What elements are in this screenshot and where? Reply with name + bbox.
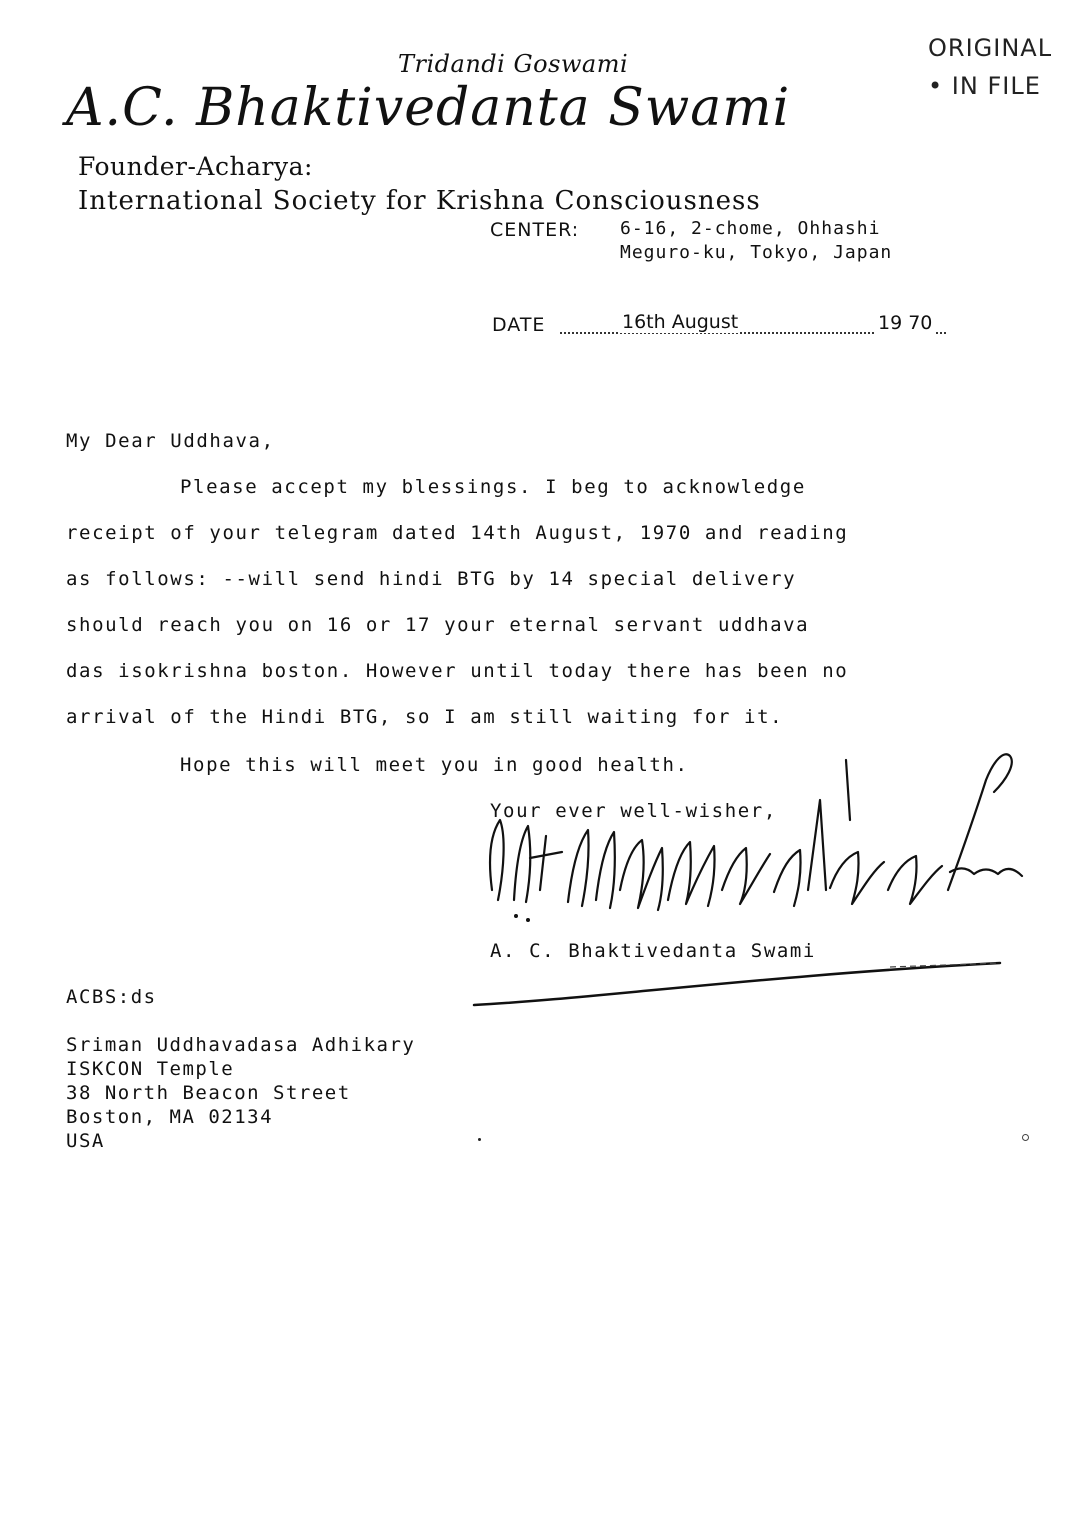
body-line: arrival of the Hindi BTG, so I am still waiting for it. (66, 706, 784, 728)
handwritten-signature (470, 740, 1050, 930)
center-label: CENTER: (490, 219, 580, 241)
date-day-month: 16th August (622, 311, 739, 333)
address-line: ISKCON Temple (66, 1058, 235, 1080)
body-line: Please accept my blessings. I beg to acknowledge (180, 476, 806, 498)
scan-speck (1022, 1134, 1029, 1141)
address-line: Boston, MA 02134 (66, 1106, 274, 1128)
body-line: as follows: --will send hindi BTG by 14 special delivery (66, 568, 797, 590)
center-address-line: 6-16, 2-chome, Ohhashi (620, 218, 881, 239)
closing: Your ever well-wisher, (490, 800, 777, 822)
letterhead-society: International Society for Krishna Consciousness (78, 186, 761, 216)
initials: ACBS:ds (66, 986, 157, 1008)
salutation: My Dear Uddhava, (66, 430, 275, 452)
center-address-line: Meguro-ku, Tokyo, Japan (620, 242, 893, 263)
address-line: 38 North Beacon Street (66, 1082, 351, 1104)
body-line: should reach you on 16 or 17 your eternal servant uddhava (66, 614, 810, 636)
date-year: 19 70 (878, 312, 933, 334)
scan-speck (478, 1138, 481, 1141)
address-line: Sriman Uddhavadasa Adhikary (66, 1034, 416, 1056)
body-line: Hope this will meet you in good health. (180, 754, 689, 776)
body-line: das isokrishna boston. However until today there has been no (66, 660, 849, 682)
original-stamp-line1: ORIGINAL (928, 34, 1053, 62)
letterhead-title-prefix: Tridandi Goswami (398, 50, 629, 78)
letterhead-name: A.C. Bhaktivedanta Swami (66, 78, 791, 138)
date-label: DATE (492, 314, 546, 336)
body-line: receipt of your telegram dated 14th August, 1970 and reading (66, 522, 849, 544)
original-stamp-line2: • IN FILE (928, 72, 1041, 100)
signature-underline (470, 955, 1010, 1015)
address-line: USA (66, 1130, 105, 1152)
letterhead-founder: Founder-Acharya: (78, 152, 313, 181)
signature-name: A. C. Bhaktivedanta Swami (490, 940, 816, 962)
